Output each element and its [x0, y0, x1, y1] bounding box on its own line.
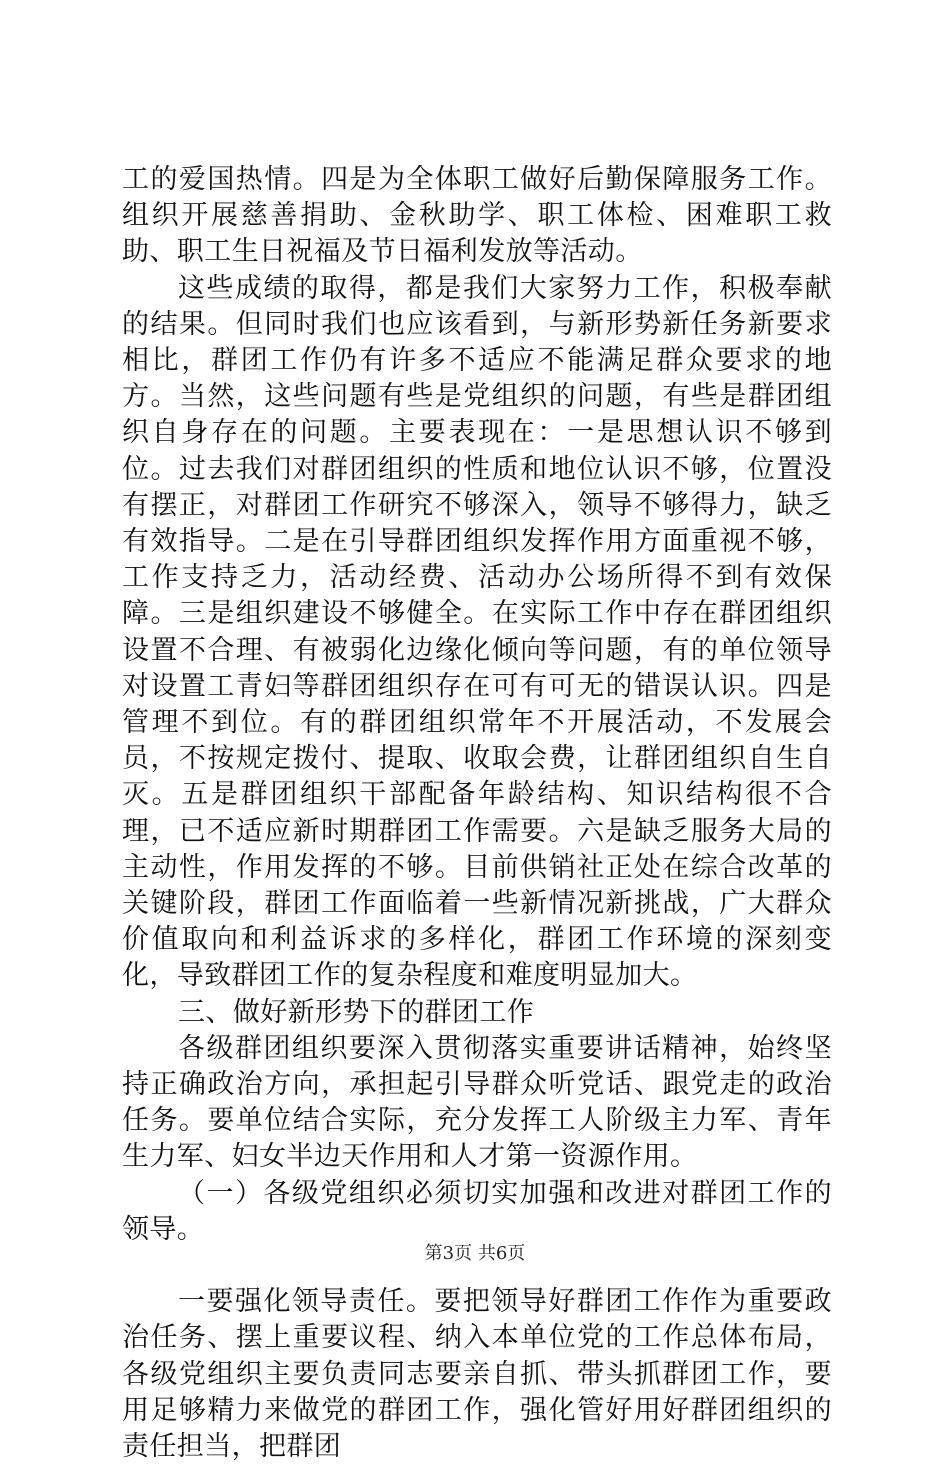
page-footer: 第3页 共6页	[424, 1243, 526, 1264]
paragraph-leadership-responsibility: 一要强化领导责任。要把领导好群团工作作为重要政治任务、摆上重要议程、纳入本单位党的工作总体布局，各级党组织主要负责同志要亲自抓、带头抓群团工作，要用足够精力来做党的群团工作，强化管好用好群团组织的责任担当，把群团	[122, 1286, 832, 1462]
paragraph-continuation: 工的爱国热情。四是为全体职工做好后勤保障服务工作。组织开展慈善捐助、金秋助学、职工体检、困难职工救助、职工生日祝福及节日福利发放等活动。	[122, 164, 832, 268]
paragraph-achievements-and-problems: 这些成绩的取得，都是我们大家努力工作，积极奉献的结果。但同时我们也应该看到，与新形势新任务新要求相比，群团工作仍有许多不适应不能满足群众要求的地方。当然，这些问题有些是党组织的问题，有些是群团组织自身存在的问题。主要表现在：一是思想认识不够到位。过去我们对群团组织的性质和地位认识不够，位置没有摆正，对群团工作研究不够深入，领导不够得力，缺乏有效指导。二是在引导群团组织发挥作用方面重视不够，工作支持乏力，活动经费、活动办公场所得不到有效保障。三是组织建设不够健全。在实际工作中存在群团组织设置不合理、有被弱化边缘化倾向等问题，有的单位领导对设置工青妇等群团组织存在可有可无的错误认识。四是管理不到位。有的群团组织常年不开展活动，不发展会员，不按规定拨付、提取、收取会费，让群团组织自生自灭。五是群团组织干部配备年龄结构、知识结构很不合理，已不适应新时期群团工作需要。六是缺乏服务大局的主动性，作用发挥的不够。目前供销社正处在综合改革的关键阶段，群团工作面临着一些新情况新挑战，广大群众价值取向和利益诉求的多样化，群团工作环境的深刻变化，导致群团工作的复杂程度和难度明显加大。	[122, 272, 832, 992]
document-body	[122, 162, 832, 1465]
section-heading-3: 三、做好新形势下的群团工作	[178, 996, 535, 1028]
subsection-heading-1: （一）各级党组织必须切实加强和改进对群团工作的领导。	[122, 1177, 832, 1245]
paragraph-section-intro: 各级群团组织要深入贯彻落实重要讲话精神，始终坚持正确政治方向，承担起引导群众听党话、跟党走的政治任务。要单位结合实际，充分发挥工人阶级主力军、青年生力军、妇女半边天作用和人才第一资源作用。	[122, 1032, 832, 1173]
